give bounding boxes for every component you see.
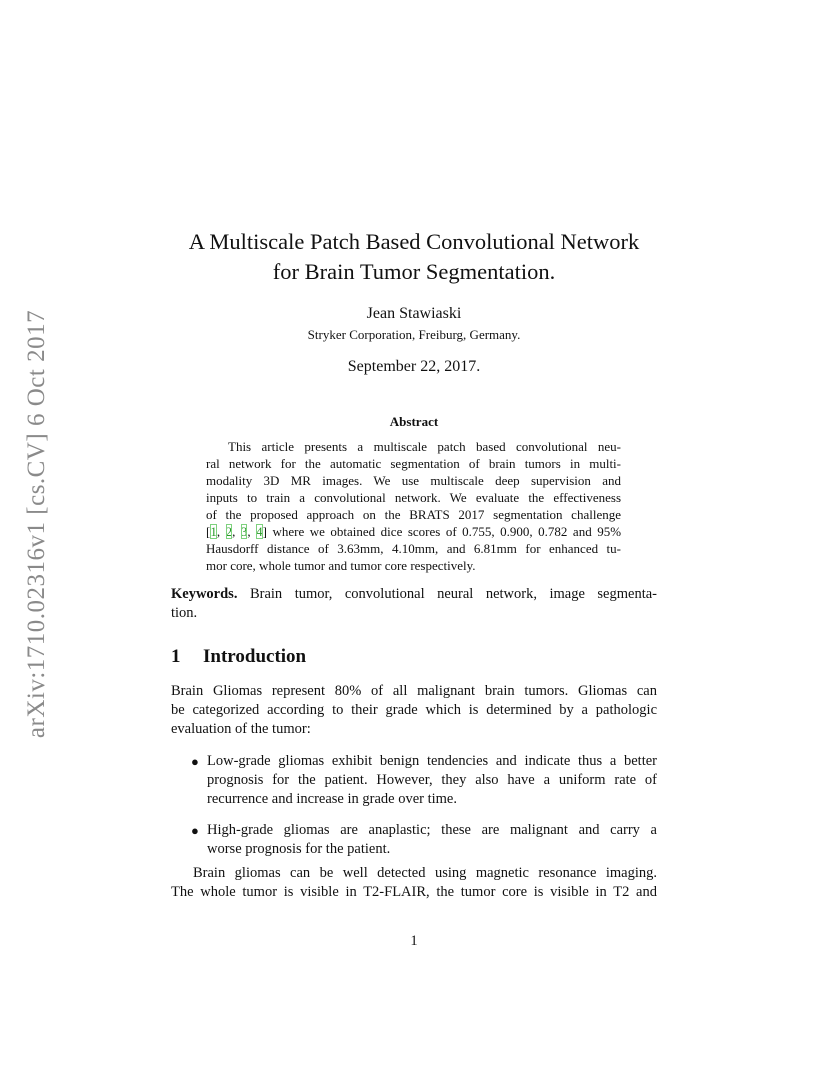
paragraph-line: evaluation of the tumor: — [171, 721, 311, 737]
list-item-line: prognosis for the patient. However, they also have a uniform rate of — [207, 772, 657, 788]
title-line-1: A Multiscale Patch Based Convolutional Network — [188, 229, 640, 254]
author-affiliation: Stryker Corporation, Freiburg, Germany. — [307, 327, 521, 342]
paragraph-line: The whole tumor is visible in T2-FLAIR, the tumor core is visible in T2 and — [171, 884, 657, 900]
keywords-text: Brain tumor, convolutional neural network, image segmenta- — [237, 586, 657, 602]
abstract-line: This article presents a multiscale patch based convolutional neu- — [228, 439, 621, 454]
paragraph-line: Brain gliomas can be well detected using magnetic resonance imaging. — [193, 865, 657, 881]
list-item — [171, 821, 657, 859]
author-name: Jean Stawiaski — [366, 305, 462, 322]
keywords-line: tion. — [171, 605, 198, 621]
abstract-heading: Abstract — [389, 414, 439, 429]
paper-title — [171, 227, 657, 287]
list-item — [171, 752, 657, 809]
abstract-citation-line: [1, 2, 3, 4] where we obtained dice scores of 0.755, 0.900, 0.782 and 95% — [206, 524, 622, 539]
section-heading-introduction — [171, 646, 657, 668]
keywords-block — [171, 585, 657, 623]
section-title: Introduction — [203, 646, 307, 667]
citation-line-text: where we obtained dice scores of 0.755, 0.900, 0.782 and 95% — [266, 524, 622, 539]
abstract-line: ral network for the automatic segmentation of brain tumors in multi- — [206, 456, 621, 471]
citation-link-4[interactable]: 4 — [256, 524, 263, 539]
abstract-line: of the proposed approach on the BRATS 2017 segmentation challenge — [206, 507, 621, 522]
list-item-line: recurrence and increase in grade over time. — [207, 791, 457, 807]
section-number: 1 — [171, 646, 181, 667]
list-item-line: High-grade gliomas are anaplastic; these are malignant and carry a — [207, 822, 657, 838]
intro-paragraph — [171, 682, 657, 739]
citation-link-3[interactable]: 3 — [240, 524, 248, 539]
paragraph-line: be categorized according to their grade which is determined by a pathologic — [171, 702, 657, 718]
title-line-2: for Brain Tumor Segmentation. — [272, 259, 556, 284]
list-item-line: Low-grade gliomas exhibit benign tendencies and indicate thus a better — [207, 753, 657, 769]
abstract-line: modality 3D MR images. We use multiscale deep supervision and — [206, 473, 621, 488]
arxiv-identifier-stamp: arXiv:1710.02316v1 [cs.CV] 6 Oct 2017 — [23, 309, 50, 739]
citation-bracket-open: [ — [206, 524, 211, 539]
citation-bracket-close: ] — [262, 524, 267, 539]
grade-bullet-list — [171, 752, 657, 871]
keywords-line — [171, 585, 657, 604]
closing-paragraph — [171, 864, 657, 902]
keywords-label: Keywords. — [171, 586, 238, 602]
page-number: 1 — [410, 933, 418, 949]
paragraph-line: Brain Gliomas represent 80% of all malignant brain tumors. Gliomas can — [171, 683, 657, 699]
bullet-icon: ● — [191, 754, 199, 769]
abstract-line: Hausdorff distance of 3.63mm, 4.10mm, and 6.81mm for enhanced tu- — [206, 541, 621, 556]
bullet-icon: ● — [191, 823, 199, 838]
abstract-body — [206, 438, 621, 574]
abstract-line: inputs to train a convolutional network. We evaluate the effectiveness — [206, 490, 621, 505]
list-item-line: worse prognosis for the patient. — [207, 841, 391, 857]
citation-link-1[interactable]: 1 — [210, 524, 217, 539]
paper-date: September 22, 2017. — [347, 358, 481, 375]
abstract-line: mor core, whole tumor and tumor core respectively. — [206, 558, 476, 573]
citation-link-2[interactable]: 2 — [225, 524, 233, 539]
